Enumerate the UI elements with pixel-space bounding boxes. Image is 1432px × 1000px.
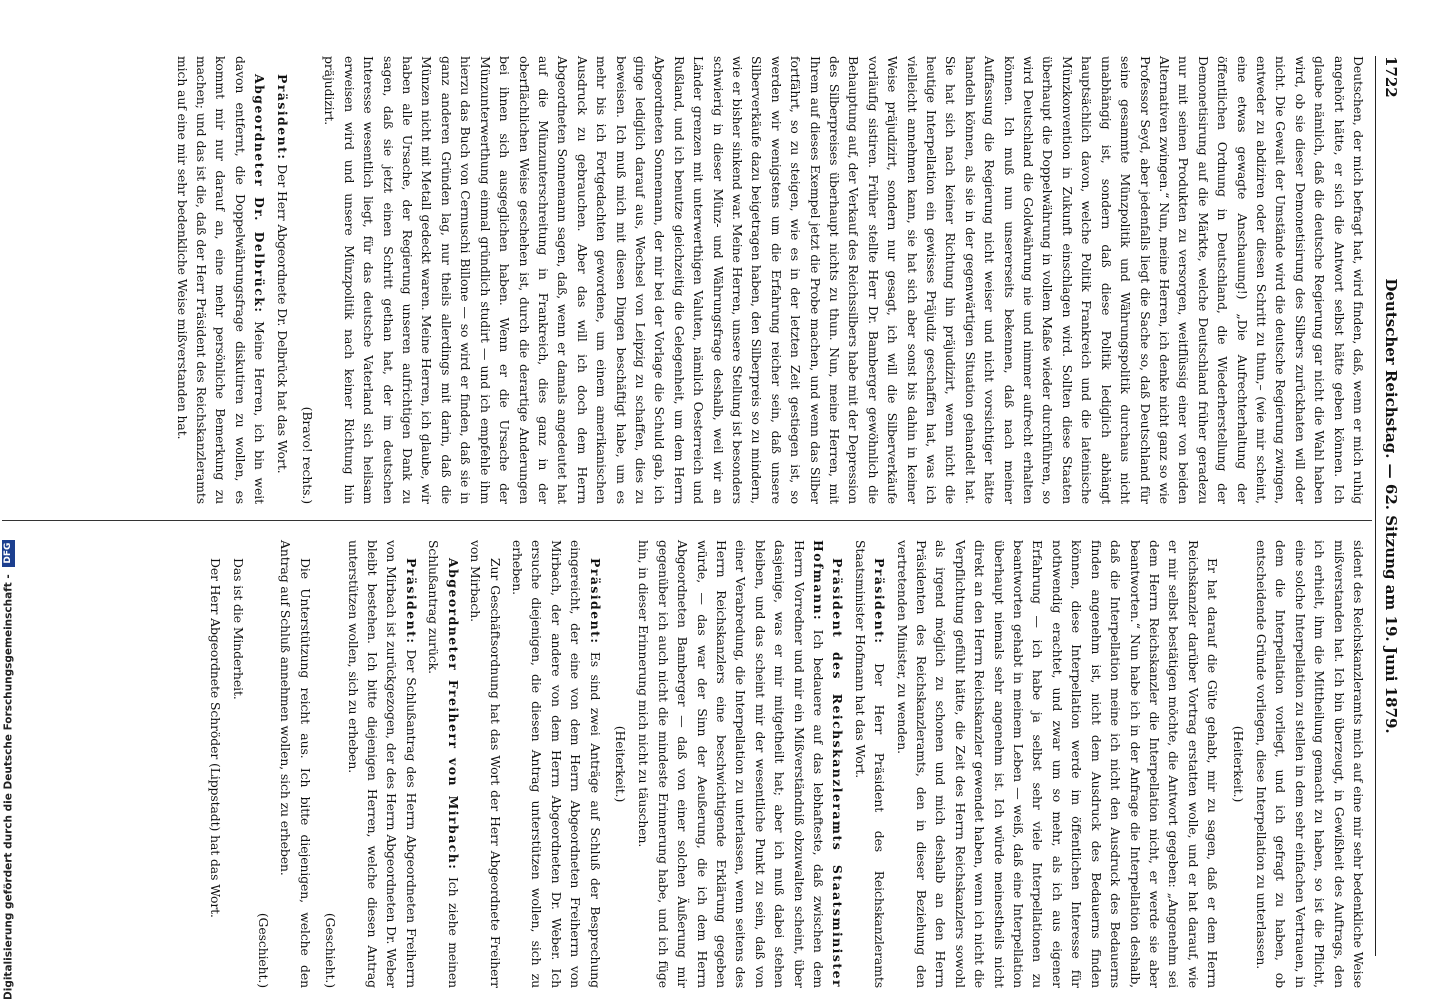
stage-direction: (Bravo! rechts.): [300, 406, 316, 504]
dfg-logo: DFG: [2, 540, 15, 567]
speaker-label: Abgeordneter Freiherr von Mirbach:: [445, 558, 461, 871]
stage-direction: (Geschieht.): [323, 912, 339, 988]
speech-text: Es sind zwei Anträge auf Schluß der Besprechung eingereicht, der eine von dem Herrn Abgeordneten Freiherrn von Mirbach, der andere von dem Herrn Abgeordneten Dr. Weber. Ich ersuche diejenigen, die diesen Antrag unterstützen wollen, sich zu erheben.: [509, 540, 603, 988]
speech-text: Der Herr Abgeordnete Dr. Delbrück hat das Wort.: [274, 164, 290, 474]
paragraph: [424, 540, 463, 988]
speech-text: Ich ziehe meinen Schlußantrag zurück.: [426, 540, 461, 988]
running-head: [1378, 56, 1400, 956]
paragraph: Zur Geschäftsordnung hat das Wort der Herr Abgeordnete Freiherr von Mirbach.: [468, 540, 503, 988]
paragraph: [850, 540, 889, 988]
paragraph: sident des Reichskanzleramts mich auf eine mir sehr bedenkliche Weise mißverstanden hat. Ich bin überzeugt, in Gewißheit des Auftrags, den ich erhielt, ihm die Mittheilung gemacht zu haben, so ist die Pflicht, eine solche Interpellation zu stellen in dem sehr einfachen Vertrauen, in dem die Interpellation vorliegt, und ich gefragt zu haben, ob entscheidende Gründe vorliegen, diese Interpellation zu unterlassen.: [1253, 540, 1366, 988]
page-number: 1722: [1382, 56, 1400, 98]
speech-text: Meine Herren, ich bin weit davon entfernt, die Doppelwährungsfrage diskutiren zu wollen, es kommt mir nur darauf an, eine mehr persönliche Bemerkung zu machen; und das ist die, daß der Herr Präsident des Reichskanzleramts mich auf eine mir sehr bedenkliche Weise mißverstanden hat.: [174, 56, 268, 505]
speaker-label: Präsident:: [872, 558, 888, 645]
paragraph: Er hat darauf die Güte gehabt, mir zu sagen, daß er dem Herrn Reichskanzler darüber Vortrag erstatten wolle, und er hat darauf, wie er mir selbst bestätigen möchte, die Antwort gegeben: „Angenehm sei dem Herrn Reichskanzler die Interpellation nicht, er werde sie aber beantworten.“ Nun habe ich in der Anfrage die Interpellation deshalb, daß die Interpellation meine ich nicht den Ausdruck des Bedauerns finden angenehm ist, nicht dem Ausdruck des Bedauerns finden können, diese Interpellation werde im öffentlichen Interesse für nothwendig erachtet, und zwar um so mehr, als ich aus eigener Erfahrung — ich habe ja selbst sehr viele Interpellationen zu beantworten gehabt in meinem Leben — weiß, daß eine Interpellation überhaupt niemals sehr angenehm ist. Ich würde meinestheils nicht direkt an den Herrn Reichskanzler gewendet haben, wenn ich nicht die Verpflichtung gefühlt hätte, die Zeit des Herrn Reichskanzlers sowohl als irgend möglich zu schonen und mich deshalb an den Herrn Präsidenten des Reichskanzleramts, den in dieser Beziehung den vertretenden Minister, zu wenden.: [894, 540, 1221, 988]
speech-text: Der Herr Präsident des Reichskanzleramts Staatsminister Hofmann hat das Wort.: [852, 540, 888, 988]
paragraph: Das ist die Minderheit.: [230, 558, 246, 700]
speaker-label: Präsident:: [274, 74, 290, 161]
speaker-label: Präsident:: [403, 558, 419, 645]
right-column: [203, 540, 1368, 988]
speech-text: Ich bedauere auf das lebhafteste, daß zwischen dem Herrn Vorredner und mir ein Mißverständniß obzuwalten scheint, über dasjenige, was er mir mitgetheilt hat; aber ich muß dabei stehen bleiben, und das scheint mir der wesentliche Punkt zu sein, daß von einer Verabredung, die Interpellation zu unterlassen, wenn seitens des Herrn Reichskanzlers eine beschwichtigende Erklärung gegeben würde, — das war der Sinn der Aeußerung, die ich dem Herrn Abgeordneten Bamberger — daß von einer solchen Äußerung mir gegenüber ich auch nicht die mindeste Erinnerung habe, und ich füge hin, in dieser Erinnerung mich nicht zu täuschen.: [636, 540, 827, 988]
paragraph: [634, 540, 847, 988]
page-title: Deutscher Reichstag. — 62. Sitzung am 19. Juni 1879.: [1382, 278, 1400, 734]
paragraph: Der Herr Abgeordnete Schröder (Lippstadt) hat das Wort.: [208, 558, 224, 918]
stage-direction: (Geschieht.): [256, 912, 272, 988]
left-column: [169, 56, 1368, 504]
paragraph: [272, 56, 291, 504]
speaker-label: Präsident des Reichskanzleramts Staatsminister Hofmann:: [811, 540, 846, 988]
stage-direction: (Heiterkeit.): [1230, 725, 1246, 803]
column-divider: [2, 520, 1372, 521]
stage-direction: (Heiterkeit.): [612, 725, 628, 803]
paragraph: [172, 56, 269, 504]
paragraph: Die Unterstützung reicht aus. Ich bitte diejenigen, welche den Antrag auf Schluß annehmen wollen, sich zu erheben.: [278, 540, 313, 988]
digitization-text: Digitalisierung gefördert durch die Deutsche Forschungsgemeinschaft -: [2, 574, 15, 1000]
digitization-note: [2, 542, 18, 1000]
speaker-label: Präsident:: [587, 558, 603, 645]
paragraph: [343, 540, 421, 988]
paragraph: [508, 540, 605, 988]
speaker-label: Abgeordneter Dr. Delbrück:: [252, 74, 268, 314]
speech-text: Der Schlußantrag des Herrn Abgeordneten Freiherrn von Mirbach ist zurückgezogen, der des Herrn Abgeordneten Dr. Weber bleibt bestehen. Ich bitte diejenigen Herren, welche diesen Antrag unterstützen wollen, sich zu erheben.: [345, 540, 419, 988]
paragraph: Deutschen, der mich befragt hat, wird finden, daß, wenn er mich ruhig angehört hätte, er sich die Antwort selbst hätte geben können. Ich glaube nämlich, daß die deutsche Regierung gar nicht die Wahl haben wird, ob sie dieser Demonetisirung des Silbers zurückhaten will oder nicht. Die Gewalt der Umstände wird die deutsche Regierung zwingen, entweder zu abdiziren oder diesen Schritt zu thun,– (wie mir scheint, eine etwas gewagte Anschauung!) „Die Aufrechterhaltung der öffentlichen Ordnung in Deutschland, die Wiederherstellung der Demonetisirung auf die Märkte, welche Deutschland früher geradezu nur mit seinen Produkten zu versorgen, weitflüssig einer von beiden Alternativen zwingen.“ Nun, meine Herren, ich denke nicht ganz so wie Professor Seyd, aber jedenfalls liegt die Sache so, daß Deutschland für seine gesammte Münzpolitik und Währungspolitik durchaus nicht unabhängig ist, sondern daß diese Politik lediglich abhängt hauptsächlich davon, welche Politik Frankreich und die lateinische Münzkonvention in Zukunft einschlagen wird. Sollten diese Staaten überhaupt die Doppelwährung in vollem Maße wieder durchführen, so wird Deutschland die Goldwährung nie und nimmer aufrecht erhalten können. Ich muß nun unsererseits bekennen, daß nach meiner Auffassung die Regierung nicht weiser und nicht vorsichtiger hätte handeln können, als sie in der gegenwärtigen Situation gehandelt hat. Sie hat sich nach keiner Richtung hin präjudizirt, wenn nicht die heutige Interpellation ein gewisses Präjudiz geschaffen hat, was ich vielleicht annehmen kann, sie hat sich aber sonst bis dahin in keiner Weise präjudizirt, sondern nur gesagt, ich will die Silberverkäufe vorläufig sistiren. Früher stellte Herr Dr. Bamberger gewöhnlich die Behauptung auf, der Verkauf des Reichssilbers habe mit der Depression des Silberpreises überhaupt nichts zu thun. Nun, meine Herren, mit Ihrem auf dieses Exempel jetzt die Probe machen, und wenn das Silber fortfährt, so zu steigen, wie es in der letzten Zeit gestiegen ist, so werden wir wenigstens um die Erfahrung reicher sein, daß unsere Silberverkäufe dazu beigetragen haben, den Silberpreis so zu mindern, wie er bisher sinkend war. Meine Herren, unsere Stellung ist besonders schwierig in dieser Münz- und Währungsfrage deshalb, weil wir an Länder grenzen mit unterwerthigen Valuten, nämlich Oesterreich und Rußland, und ich benutze gleichzeitig die Gelegenheit, um dem Herrn Abgeordneten Sonnemann, der mir bei der Vorlage die Schuld gab, ich ginge lediglich darauf aus, Wechsel von Leipzig zu schaffen, dies zu beweisen. Ich muß mich mit diesen Dingen beschäftigt habe, um es mehr bis ich Fortgedachten gewordene, um einem amerikanischen Ausdruck zu gebrauchen. Aber das will ich doch dem Herrn Abgeordneten Sonnemann sagen, daß, wenn er damals angedeutet hat auf die Münzunterschreitung in Frankreich, dies ganz in der oberflächlichen Weise geschehen ist, durch die derartige Anderungen bei ihnen sich ausgeglichen haben. Wenn er die Ursache der Münzunterwerthung einmal gründlich studirt — und ich empfehle ihm hierzu das Buch von Cernuschi Billone — so wird er finden, daß sie in ganz anderen Gründen lag, nur theils allerdings mit darin, daß die Münzen nicht mit Metall gedeckt waren. Meine Herren, ich glaube, wir haben alle Ursache, der Regierung unseren aufrichtigen Dank zu sagen, daß sie jetzt einen Schritt gethan hat, der im deutschen Interesse wesentlich liegt, für das deutsche Vaterland sich heilsam erweisen wird und unsere Münzpolitik nach keiner Richtung hin präjudizirt.: [322, 56, 1366, 504]
header-rule: [1375, 56, 1376, 956]
